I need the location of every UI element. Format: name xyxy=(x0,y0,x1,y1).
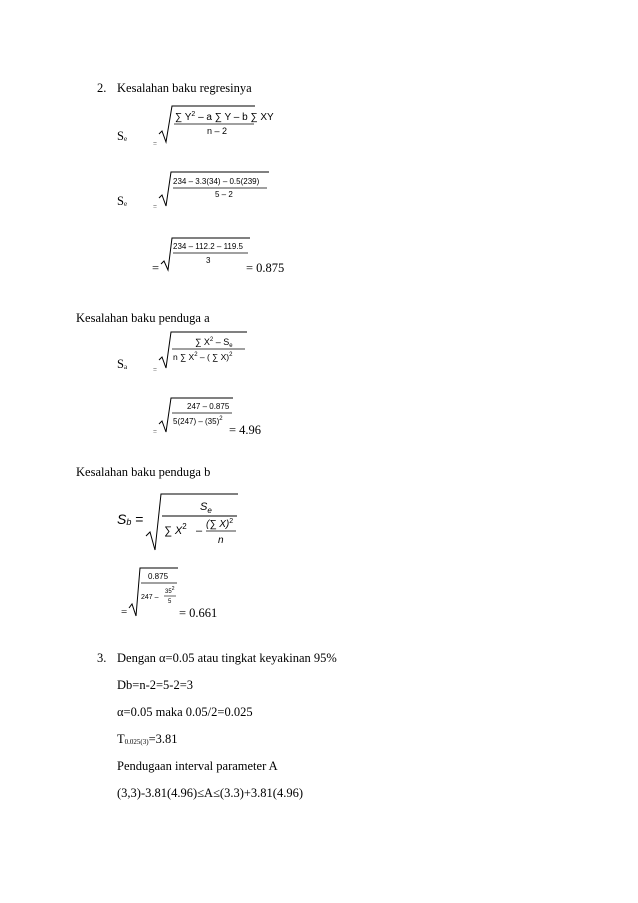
list-number-2: 2. xyxy=(97,81,107,95)
formula-numerator: $S_e$ xyxy=(200,501,212,515)
inner-fraction-denominator: 5 xyxy=(168,599,172,605)
alpha-confidence-line: Dengan α=0.05 atau tingkat keyakinan 95% xyxy=(117,651,337,665)
result-sb: = 0.661 xyxy=(179,606,218,620)
se-label-2: $S_e$ xyxy=(117,194,128,208)
interval-estimation-heading: Pendugaan interval parameter A xyxy=(117,759,278,773)
inner-fraction-numerator: (∑ X)$^2$ xyxy=(206,518,234,530)
alpha-half-line: α=0.05 maka 0.05/2=0.025 xyxy=(117,705,253,719)
formula-numerator: 0.875 xyxy=(148,572,169,581)
sb-label: $S_b$ = xyxy=(117,511,144,527)
result-sa: = 4.96 xyxy=(229,423,262,437)
section-heading-kesalahan-baku-penduga-b: Kesalahan baku penduga b xyxy=(76,465,211,479)
formula-numerator: 247 – 0.875 xyxy=(187,402,230,411)
formula-numerator: ∑ $Y^2$ – a ∑ Y – b ∑ XY xyxy=(175,111,274,123)
formula-denominator: n – 2 xyxy=(207,126,228,136)
formula-denominator: 3 xyxy=(206,256,211,265)
interval-expression: (3,3)-3.81(4.96)≤A≤(3.3)+3.81(4.96) xyxy=(117,786,304,800)
formula-se-general xyxy=(157,104,274,144)
degrees-of-freedom-line: Db=n-2=5-2=3 xyxy=(117,678,194,692)
equals-sign: = xyxy=(152,261,160,275)
equals-sign: = xyxy=(153,428,157,436)
t-value-line: $T_{0.025(3)}=3.81$ xyxy=(117,732,178,746)
formula-se-simplified xyxy=(160,236,252,272)
minus-sign: – xyxy=(196,525,203,537)
equals-sign: = xyxy=(121,606,128,618)
inner-fraction-numerator: $35^2$ xyxy=(165,586,175,595)
formula-denominator-left: 247 – xyxy=(141,594,159,601)
formula-denominator: 5 – 2 xyxy=(215,190,233,199)
formula-denominator: n ∑ $X^2$ – ( ∑ X)$^2$ xyxy=(173,352,233,362)
list-number-3: 3. xyxy=(97,651,107,665)
equals-sign: = xyxy=(153,203,157,211)
formula-denominator-left: ∑ $X^2$ xyxy=(164,522,187,537)
section-title-kesalahan-baku-regresinya: Kesalahan baku regresinya xyxy=(117,81,252,95)
formula-denominator: $5(247) - (35)^2$ xyxy=(173,416,223,426)
formula-sa-general xyxy=(157,330,249,370)
se-label-1: $S_e$ xyxy=(117,129,128,143)
inner-fraction-denominator: n xyxy=(218,535,224,546)
section-heading-kesalahan-baku-penduga-a: Kesalahan baku penduga a xyxy=(76,311,210,325)
formula-sa-substituted xyxy=(157,396,237,434)
formula-sb-substituted xyxy=(128,566,180,618)
formula-numerator: ∑ $X^2 - S_e$ xyxy=(195,337,233,349)
formula-se-substituted xyxy=(157,170,272,208)
formula-sb-general xyxy=(144,492,240,554)
equals-sign: = xyxy=(153,140,157,148)
equals-sign: = xyxy=(153,366,157,374)
sa-label: $S_a$ xyxy=(117,357,128,371)
formula-numerator: 234 – 3.3(34) – 0.5(239) xyxy=(173,177,260,186)
result-se: = 0.875 xyxy=(246,261,285,275)
formula-numerator: 234 – 112.2 – 119.5 xyxy=(173,242,243,251)
